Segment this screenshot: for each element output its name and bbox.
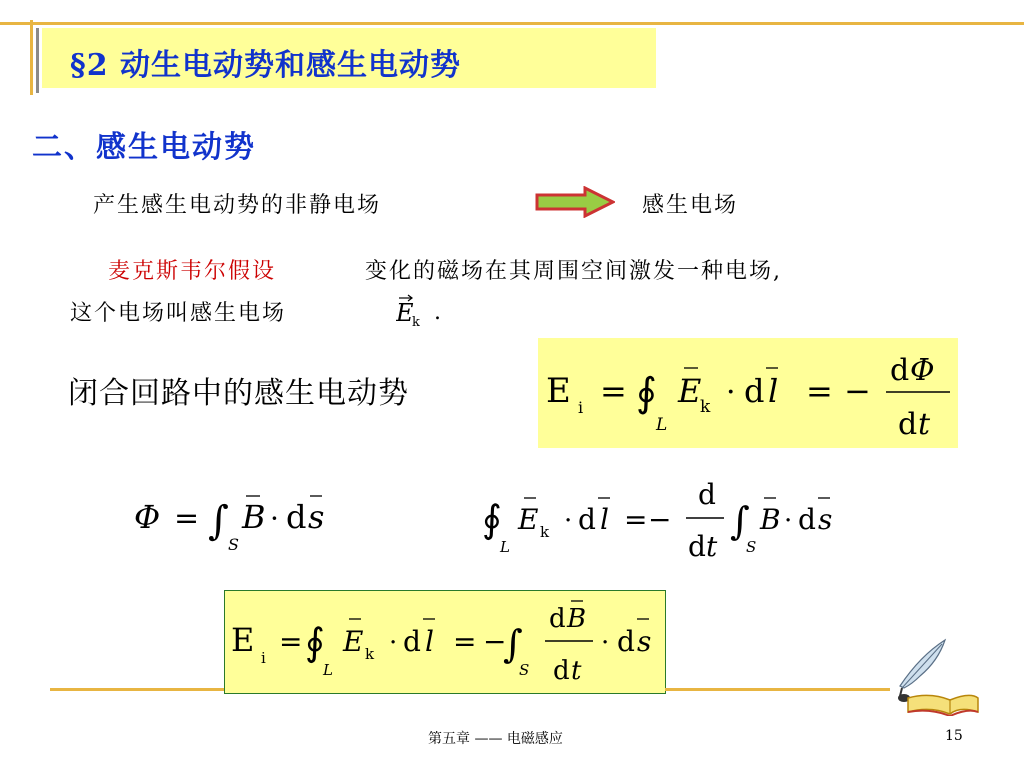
surface-integral: ∫ <box>730 499 750 543</box>
emf-symbol: E <box>546 371 571 411</box>
hypothesis-text: 变化的磁场在其周围空间激发一种电场, <box>365 259 782 284</box>
section-heading: 二、感生电动势 <box>32 130 256 165</box>
e-symbol: E <box>396 299 414 327</box>
page-number: 15 <box>945 728 963 744</box>
s-symbol: s <box>308 498 325 536</box>
equals-sign: = <box>806 372 833 410</box>
result-formula-box <box>224 590 666 694</box>
contour-integral: ∮ <box>636 370 657 416</box>
d-symbol: d <box>898 407 918 442</box>
equals-sign: = <box>174 501 200 536</box>
dot-operator: · <box>784 506 793 536</box>
left-rule <box>30 20 33 95</box>
dot-operator: · <box>270 502 279 535</box>
ek-symbol-inline <box>396 292 456 336</box>
equals-sign: = <box>453 625 477 658</box>
dot-operator: · <box>389 628 398 658</box>
slide-title: §2 动生电动势和感生电动势 <box>70 48 462 83</box>
emf-symbol: E <box>231 621 255 659</box>
k-subscript: k <box>700 397 711 417</box>
d-symbol: d <box>403 625 421 658</box>
d-symbol: d <box>744 372 765 410</box>
dot-operator: · <box>601 628 610 658</box>
s-symbol: s <box>818 503 833 536</box>
d-symbol: d <box>698 478 716 511</box>
i-subscript: i <box>261 649 266 667</box>
b-symbol: B <box>567 604 587 634</box>
t-symbol: t <box>918 407 931 442</box>
phi-symbol: Φ <box>134 498 161 536</box>
d-symbol: d <box>549 604 566 634</box>
d-symbol: d <box>798 503 816 536</box>
quill-book-icon <box>890 636 980 720</box>
top-rule <box>0 22 1024 25</box>
left-rule-shadow <box>36 28 39 93</box>
l-symbol: l <box>600 503 609 536</box>
dot-operator: · <box>564 506 573 536</box>
b-symbol: B <box>242 498 266 536</box>
phi-symbol: Φ <box>910 353 935 388</box>
i-subscript: i <box>578 398 584 417</box>
minus-sign: − <box>648 503 672 536</box>
e-symbol: E <box>343 625 364 658</box>
l-subscript: L <box>656 415 668 435</box>
closed-loop-label: 闭合回路中的感生电动势 <box>68 376 409 411</box>
k-subscript: k <box>365 645 375 663</box>
s-subscript: S <box>746 538 757 556</box>
hypothesis-text-2: 这个电场叫感生电场 <box>70 301 287 326</box>
d-symbol: d <box>890 353 910 388</box>
b-symbol: B <box>760 503 781 536</box>
e-symbol: E <box>678 372 702 410</box>
emf-formula <box>538 338 958 448</box>
equals-sign: = <box>624 503 648 536</box>
equals-sign: = <box>279 625 303 658</box>
t-symbol: t <box>706 530 718 563</box>
d-symbol: d <box>553 656 570 686</box>
l-symbol: l <box>425 625 434 658</box>
induced-field-text: 感生电场 <box>642 193 739 218</box>
minus-sign: − <box>483 625 507 658</box>
d-symbol: d <box>578 503 596 536</box>
k-subscript: k <box>412 315 420 330</box>
surface-integral: ∫ <box>208 498 229 544</box>
l-symbol: l <box>768 372 779 410</box>
surface-integral: ∫ <box>503 622 523 666</box>
s-subscript: S <box>228 535 239 554</box>
s-subscript: S <box>519 661 530 679</box>
l-subscript: L <box>323 661 333 679</box>
d-symbol: d <box>688 530 706 563</box>
faraday-integral-formula <box>478 474 848 574</box>
e-symbol: E <box>518 503 539 536</box>
right-arrow-icon <box>535 186 615 222</box>
minus-sign: − <box>844 372 871 410</box>
emf-formula-box <box>538 338 958 448</box>
result-formula <box>225 591 665 693</box>
footer-chapter: 第五章 —— 电磁感应 <box>428 731 563 747</box>
period: . <box>434 300 441 325</box>
flux-formula <box>130 486 350 560</box>
t-symbol: t <box>571 656 582 686</box>
k-subscript: k <box>540 523 550 541</box>
nonstatic-field-text: 产生感生电动势的非静电场 <box>93 193 382 218</box>
d-symbol: d <box>617 625 635 658</box>
l-subscript: L <box>500 538 510 556</box>
equals-sign: = <box>600 372 627 410</box>
d-symbol: d <box>286 498 307 536</box>
s-symbol: s <box>637 625 652 658</box>
contour-integral: ∮ <box>305 620 325 664</box>
contour-integral: ∮ <box>482 497 502 541</box>
dot-operator: · <box>726 375 736 410</box>
bottom-rule-right <box>665 688 890 691</box>
bottom-rule-left <box>50 688 224 691</box>
maxwell-hypothesis-label: 麦克斯韦尔假设 <box>108 259 277 284</box>
